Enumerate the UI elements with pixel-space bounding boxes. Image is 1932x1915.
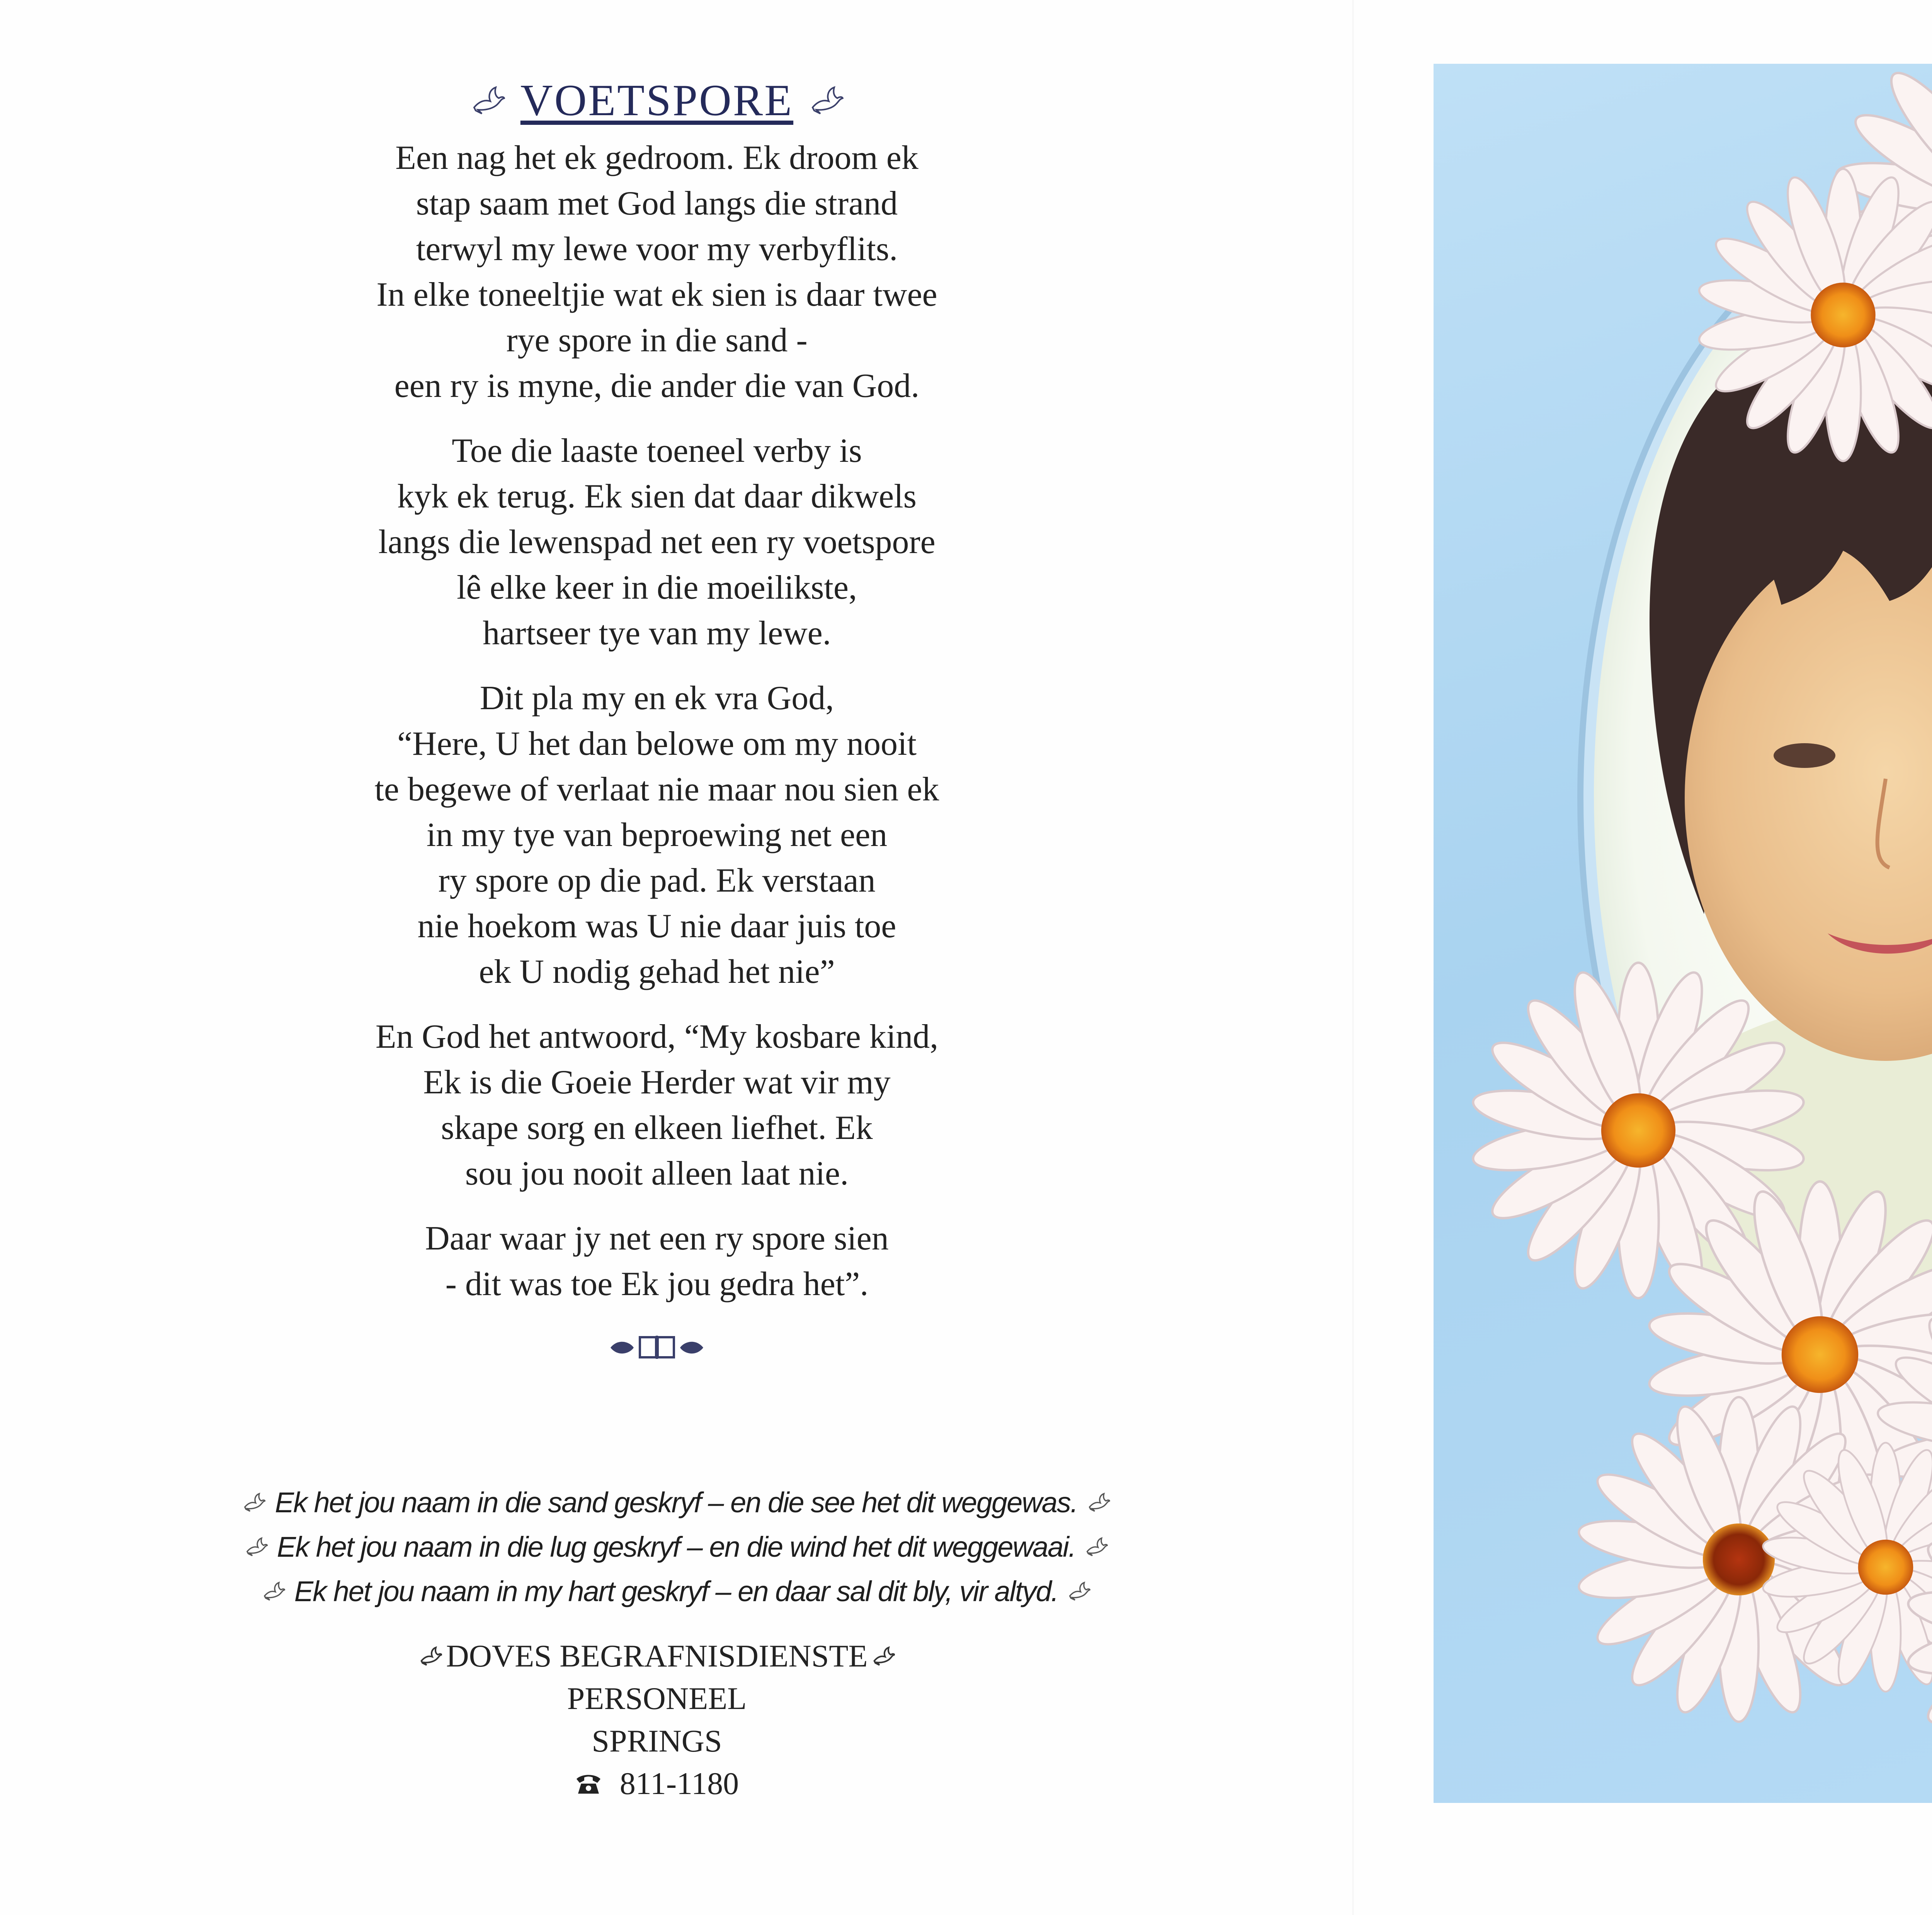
poem-line: Toe die laaste toeneel verby is — [452, 432, 862, 470]
poem-stanza — [232, 428, 1082, 656]
poem-line: stap saam met God langs die strand — [416, 185, 898, 222]
open-book-ornament-icon — [232, 1330, 1082, 1365]
dove-icon — [809, 85, 844, 116]
quote-line — [182, 1569, 1171, 1614]
poem-line: En God het antwoord, “My kosbare kind, — [375, 1018, 939, 1055]
poem-line: - dit was toe Ek jou gedra het”. — [445, 1265, 869, 1303]
poem-line: “Here, U het dan belowe om my nooit — [397, 725, 917, 763]
dove-icon — [245, 1536, 268, 1558]
dove-icon — [1067, 1581, 1090, 1602]
dove-icon — [262, 1581, 285, 1602]
poem-line: Een nag het ek gedroom. Ek droom ek — [395, 139, 918, 177]
dove-icon — [242, 1492, 265, 1513]
poem-line: hartseer tye van my lewe. — [483, 615, 831, 652]
poem-title: VOETSPORE — [520, 75, 794, 125]
poem-panel — [232, 70, 1082, 1365]
poem-line: nie hoekom was U nie daar juis toe — [417, 907, 896, 945]
company-name: DOVES BEGRAFNISDIENSTE — [446, 1638, 868, 1673]
poem-stanza — [232, 676, 1082, 995]
quote-text: Ek het jou naam in die sand geskryf – en die see het dit weggewas. — [275, 1486, 1078, 1518]
poem-line: Daar waar jy net een ry spore sien — [425, 1220, 889, 1257]
poem-line: ry spore op die pad. Ek verstaan — [438, 862, 876, 899]
portrait-panel — [1434, 64, 1932, 1803]
staff-row — [309, 1677, 1005, 1720]
poem-line: sou jou nooit alleen laat nie. — [465, 1155, 849, 1192]
poem-line: Ek is die Goeie Herder wat vir my — [423, 1064, 891, 1101]
phone-number: 811-1180 — [619, 1766, 739, 1801]
dove-icon — [1085, 1536, 1108, 1558]
phone-row — [309, 1762, 1005, 1805]
poem-line: te begewe of verlaat nie maar nou sien ek — [374, 771, 939, 808]
poem-line: langs die lewenspad net een ry voetspore — [378, 523, 935, 561]
poem-line: Dit pla my en ek vra God, — [480, 679, 834, 717]
telephone-icon — [575, 1772, 602, 1795]
staff-label: PERSONEEL — [567, 1681, 747, 1716]
poem-line: In elke toneeltjie wat ek sien is daar twee — [376, 276, 937, 313]
portrait-artwork — [1434, 64, 1932, 1803]
company-row — [309, 1635, 1005, 1677]
quote-text: Ek het jou naam in die lug geskryf – en die wind het dit weggewaai. — [277, 1531, 1076, 1563]
poem-stanza — [232, 1014, 1082, 1197]
quote-text: Ek het jou naam in my hart geskryf – en daar sal dit bly, vir altyd. — [294, 1575, 1058, 1607]
poem-line: kyk ek terug. Ek sien dat daar dikwels — [397, 478, 917, 515]
quote-line — [182, 1480, 1171, 1525]
poem-line: terwyl my lewe voor my verbyflits. — [416, 230, 898, 268]
dove-icon — [470, 85, 505, 116]
dove-icon — [1087, 1492, 1110, 1513]
town-label: SPRINGS — [592, 1723, 722, 1758]
poem-line: een ry is myne, die ander die van God. — [394, 367, 920, 405]
funeral-home-footer — [309, 1635, 1005, 1805]
poem-stanza — [232, 1216, 1082, 1307]
poem-line: rye spore in die sand - — [506, 322, 808, 359]
poem-line: in my tye van beproewing net een — [426, 816, 888, 854]
poem-line: ek U nodig gehad het nie” — [479, 953, 835, 991]
poem-stanza — [232, 135, 1082, 409]
poem-title-row — [232, 70, 1082, 131]
quote-block — [182, 1480, 1171, 1614]
card-fold — [1352, 0, 1354, 1915]
poem-line: lê elke keer in die moeilikste, — [456, 569, 857, 606]
dove-icon — [872, 1646, 895, 1667]
quote-line — [182, 1525, 1171, 1569]
town-row — [309, 1720, 1005, 1762]
poem-line: skape sorg en elkeen liefhet. Ek — [441, 1109, 873, 1147]
dove-icon — [419, 1646, 442, 1667]
